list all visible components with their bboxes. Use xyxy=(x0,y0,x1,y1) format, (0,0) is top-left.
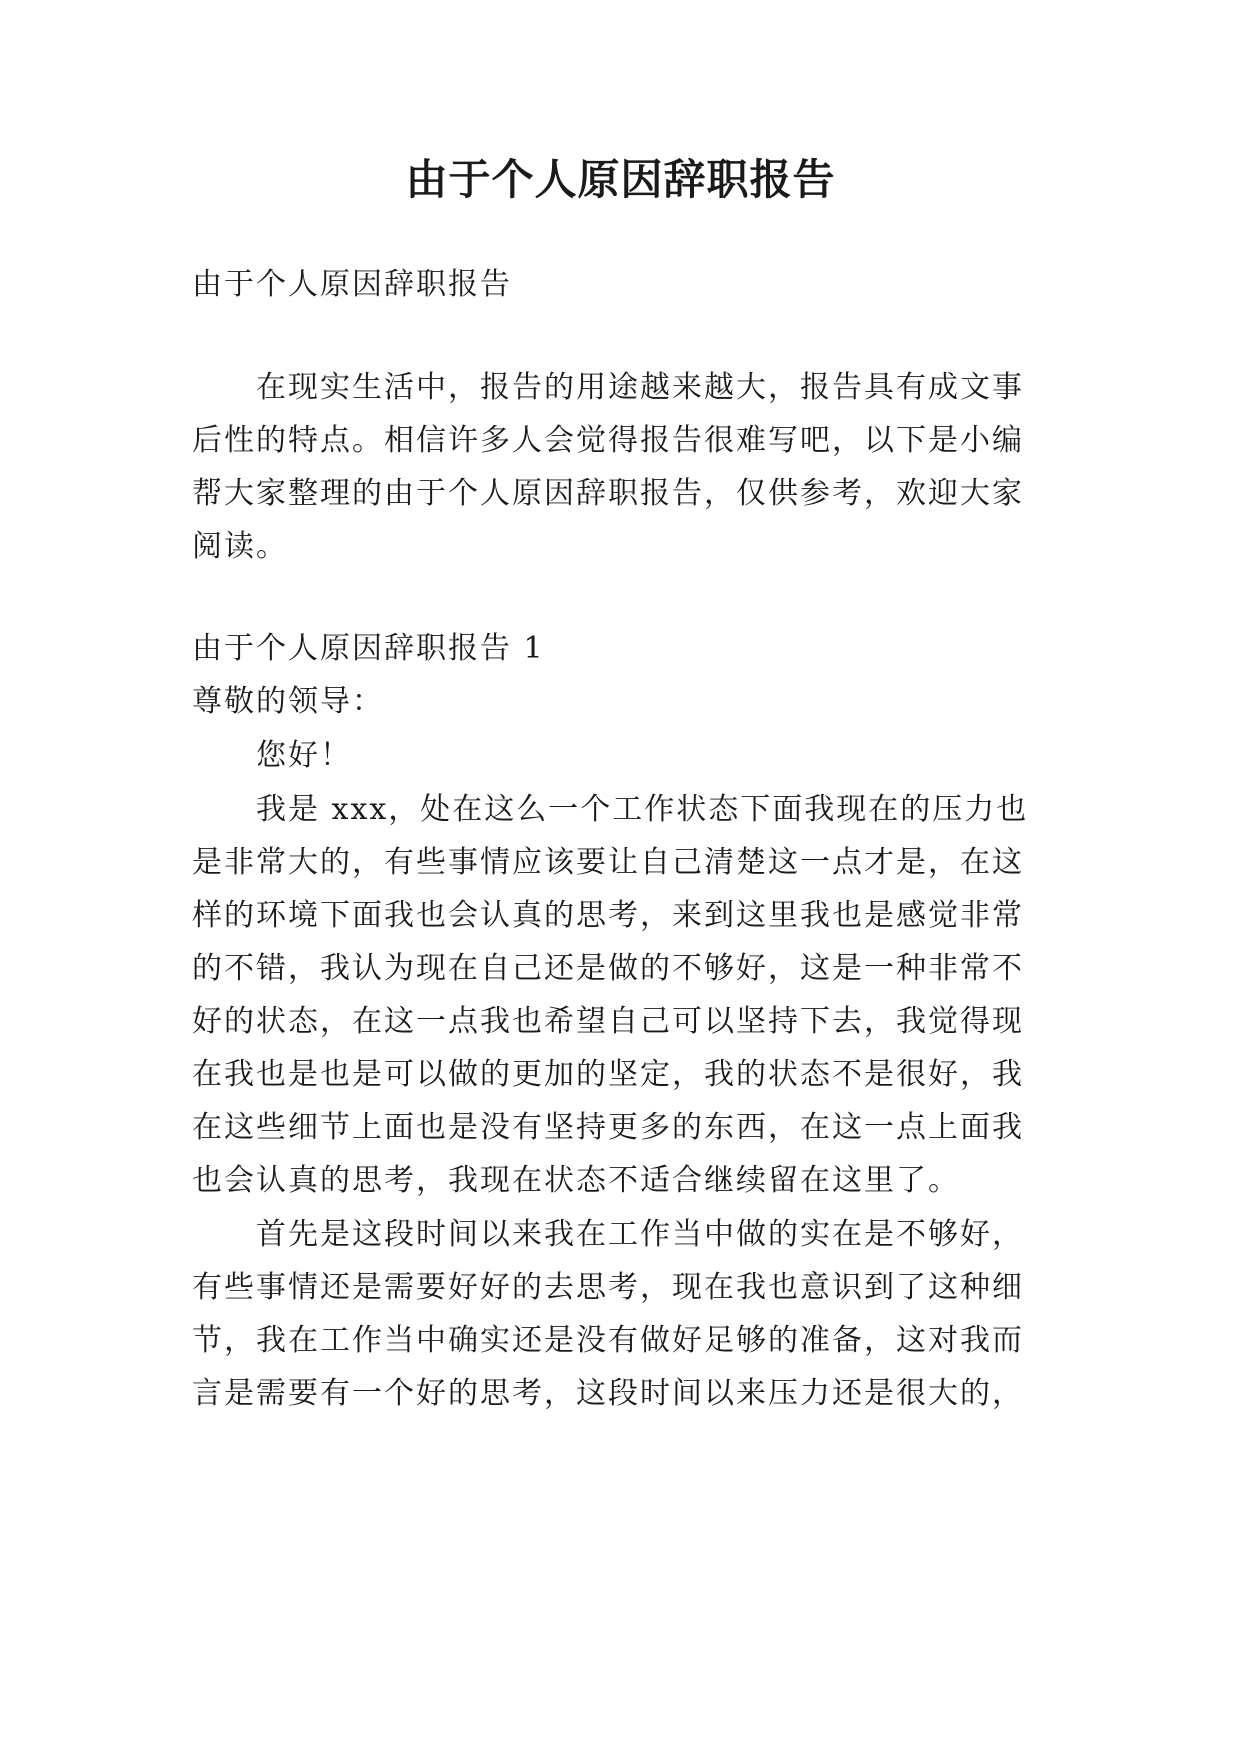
intro-line: 阅读。 xyxy=(192,529,288,564)
paragraph-line: 在这些细节上面也是没有坚持更多的东西，在这一点上面我 xyxy=(192,1110,1024,1145)
paragraph-line: 也会认真的思考，我现在状态不适合继续留在这里了。 xyxy=(192,1163,960,1198)
intro-line: 后性的特点。相信许多人会觉得报告很难写吧，以下是小编 xyxy=(192,423,1024,458)
document-title: 由于个人原因辞职报告 xyxy=(405,155,836,204)
paragraph-line: 言是需要有一个好的思考，这段时间以来压力还是很大的， xyxy=(192,1376,1024,1411)
paragraph-line: 是非常大的，有些事情应该要让自己清楚这一点才是，在这 xyxy=(192,845,1024,880)
paragraph-line: 我是 xxx，处在这么一个工作状态下面我现在的压力也 xyxy=(256,792,1029,827)
paragraph-line: 节，我在工作当中确实还是没有做好足够的准备，这对我而 xyxy=(192,1323,1024,1358)
paragraph-line: 样的环境下面我也会认真的思考，来到这里我也是感觉非常 xyxy=(192,898,1024,933)
intro-line: 在现实生活中，报告的用途越来越大，报告具有成文事 xyxy=(256,370,1024,405)
paragraph-line: 好的状态，在这一点我也希望自己可以坚持下去，我觉得现 xyxy=(192,1004,1024,1039)
section-heading: 由于个人原因辞职报告 1 xyxy=(192,631,545,666)
salutation: 尊敬的领导： xyxy=(192,684,384,719)
paragraph-line: 在我也是也是可以做的更加的坚定，我的状态不是很好，我 xyxy=(192,1057,1024,1092)
subtitle: 由于个人原因辞职报告 xyxy=(192,267,512,302)
paragraph-line: 首先是这段时间以来我在工作当中做的实在是不够好， xyxy=(256,1217,1024,1252)
intro-line: 帮大家整理的由于个人原因辞职报告，仅供参考，欢迎大家 xyxy=(192,476,1024,511)
paragraph-line: 的不错，我认为现在自己还是做的不够好，这是一种非常不 xyxy=(192,951,1024,986)
paragraph-line: 有些事情还是需要好好的去思考，现在我也意识到了这种细 xyxy=(192,1270,1024,1305)
greeting: 您好！ xyxy=(256,738,352,773)
